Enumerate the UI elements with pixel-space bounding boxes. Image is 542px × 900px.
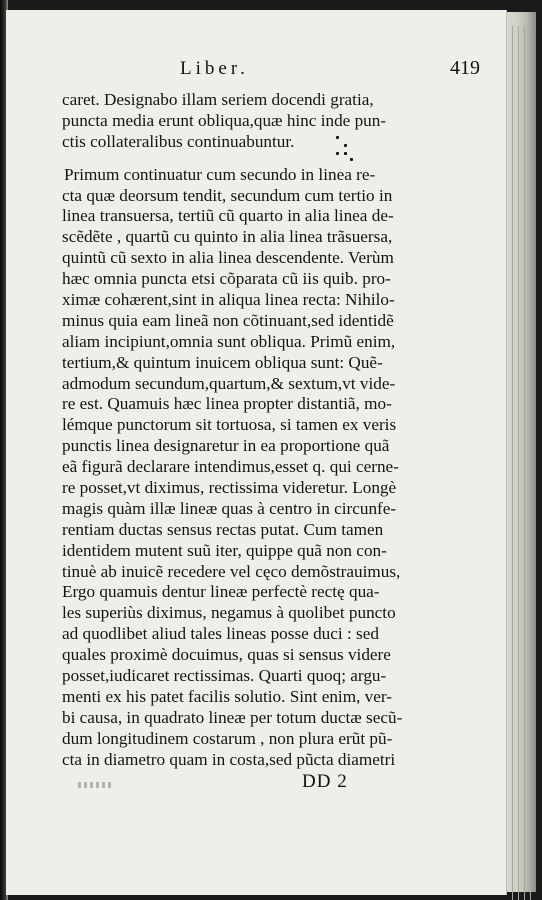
text-line: minus quia eam lineã non cõtinuant,sed identidẽ bbox=[62, 310, 394, 330]
ink-smudge bbox=[78, 782, 114, 788]
text-line: cta quæ deorsum tendit, secundum cum tertio in bbox=[62, 185, 393, 205]
text-line: re posset,vt diximus, rectissima videretur. Longè bbox=[62, 478, 397, 498]
text-line: punctis linea designaretur in ea proportione quã bbox=[62, 436, 390, 456]
text-line: tinuè ab inuicẽ recedere vel cęco demõstrauimus, bbox=[62, 561, 401, 581]
signature-mark: DD 2 bbox=[302, 771, 348, 792]
text-line: Primum continuatur cum secundo in linea re- bbox=[64, 164, 376, 184]
text-line: scẽdẽte , quartũ cu quinto in alia linea trãsuersa, bbox=[62, 227, 393, 247]
text-line: linea transuersa, tertiũ cũ quarto in alia linea de- bbox=[62, 206, 394, 226]
text-line: posset,iudicaret rectissimas. Quarti quoq; argu- bbox=[62, 666, 387, 686]
page-number: 419 bbox=[450, 57, 480, 79]
text-line: dum longitudinem costarum , non plura erũt pũ- bbox=[62, 728, 393, 748]
body-text bbox=[62, 90, 494, 771]
text-line: puncta media erunt obliqua,quæ hinc inde pun- bbox=[62, 110, 387, 130]
text-line: aliam incipiunt,omnia sunt obliqua. Primũ enim, bbox=[62, 331, 396, 351]
text-line: identidem mutent suũ iter, quippe quã non con- bbox=[62, 540, 387, 560]
text-line: admodum secundum,quartum,& sextum,vt vide- bbox=[62, 373, 396, 393]
text-line: magis quàm illæ lineæ quas à centro in circunfe- bbox=[62, 498, 397, 518]
text-line: quintũ cũ sexto in alia linea descendente. Verùm bbox=[62, 248, 394, 268]
text-line: ctis collateralibus continuabuntur. bbox=[62, 131, 295, 151]
text-line: ximæ cohærent,sint in aliqua linea recta: Nihilo- bbox=[62, 290, 395, 310]
text-line: Ergo quamuis dentur lineæ perfectè rectę qua- bbox=[62, 582, 380, 602]
text-line: rentiam ductas sensus rectas putat. Cum tamen bbox=[62, 519, 384, 539]
running-head: Liber. bbox=[180, 58, 249, 79]
text-line: caret. Designabo illam seriem docendi gratia, bbox=[62, 90, 374, 109]
text-line: lémque punctorum sit tortuosa, si tamen ex veris bbox=[62, 415, 397, 435]
text-line: menti ex his patet facilis solutio. Sint enim, ver- bbox=[62, 686, 392, 706]
text-line: ad quodlibet aliud tales lineas posse duci : sed bbox=[62, 624, 379, 644]
text-line: hæc omnia puncta etsi cõparata cũ iis quib. pro- bbox=[62, 269, 391, 289]
text-line: bi causa, in quadrato lineæ per totum ductæ secũ- bbox=[62, 707, 403, 727]
page-edges bbox=[506, 12, 536, 892]
text-line: cta in diametro quam in costa,sed pũcta diametri bbox=[62, 749, 396, 769]
text-line: quales proximè docuimus, quas si sensus videre bbox=[62, 645, 391, 665]
text-line: eã figurã declarare intendimus,esset q. qui cerne- bbox=[62, 457, 399, 477]
text-line: les superiùs diximus, negamus à quolibet puncto bbox=[62, 603, 396, 623]
text-line: re est. Quamuis hæc linea propter distantiã, mo- bbox=[62, 394, 392, 414]
text-line: tertium,& quintum inuicem obliqua sunt: Quẽ- bbox=[62, 352, 383, 372]
